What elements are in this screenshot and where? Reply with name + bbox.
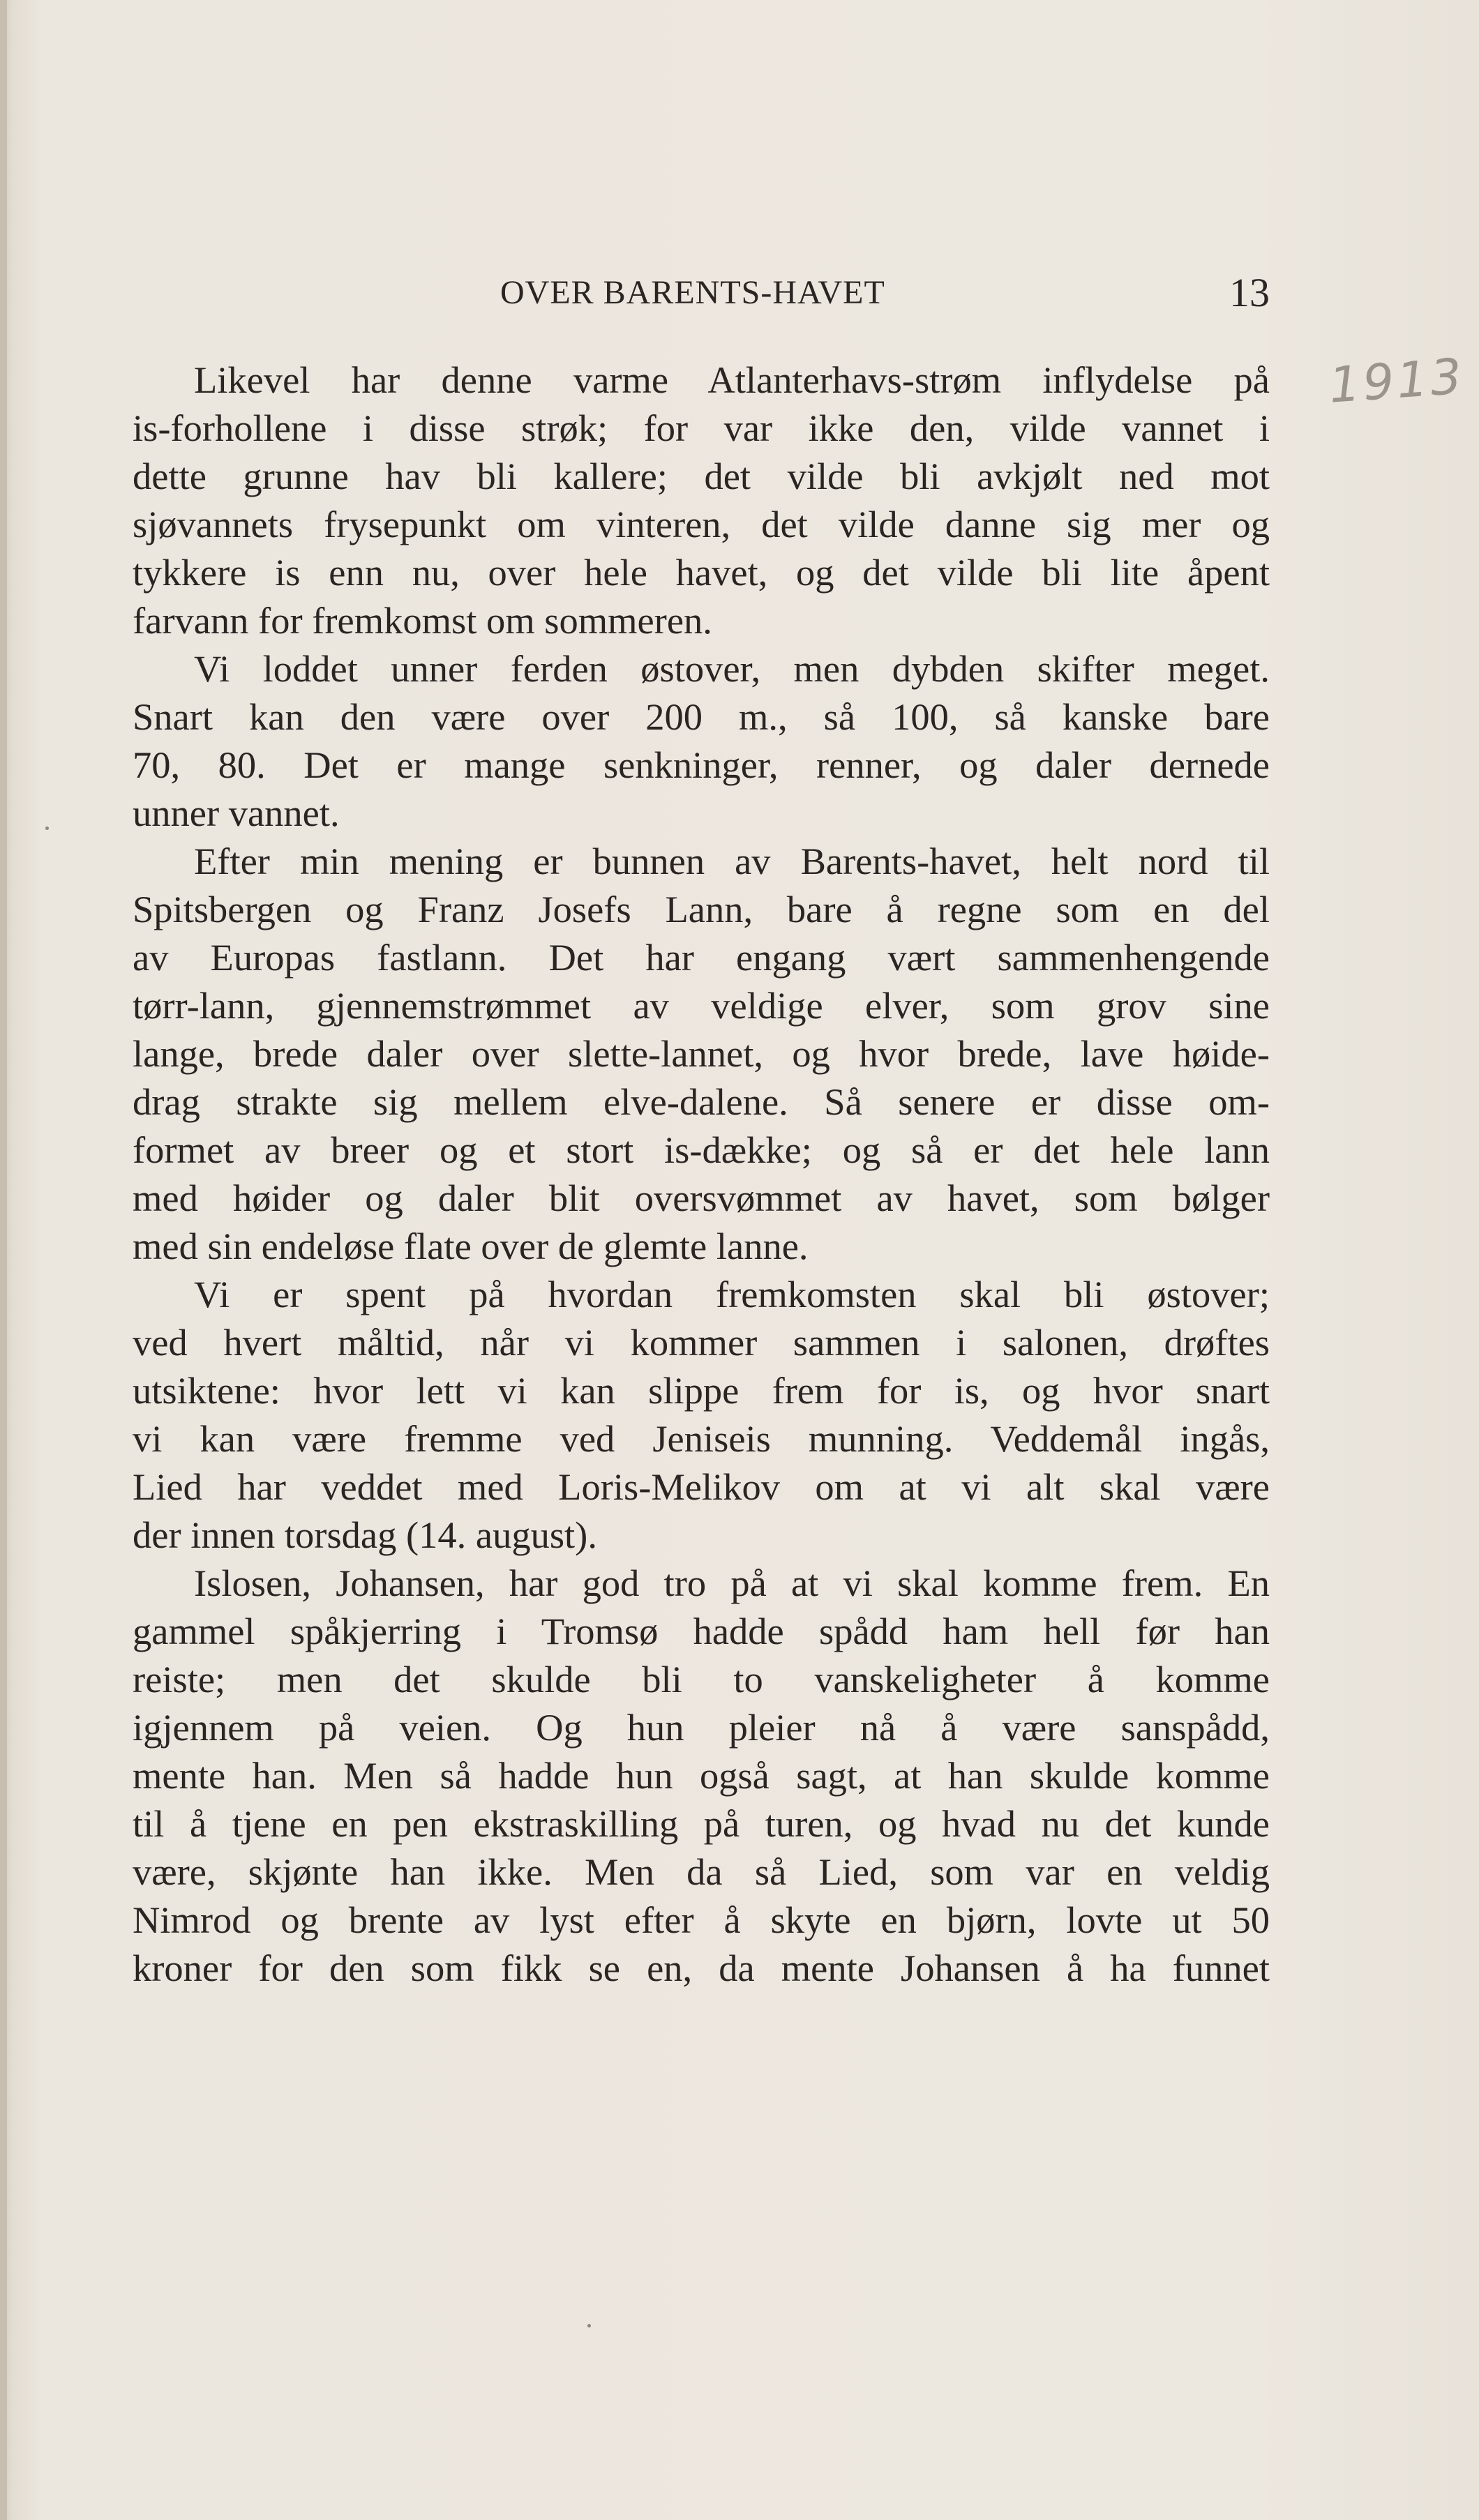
text-line: med høider og daler blit oversvømmet av havet, som bølger (133, 1177, 1270, 1219)
handwritten-margin-note: 1913 (1327, 347, 1466, 414)
page-binding-edge (0, 0, 7, 2520)
body-text (133, 356, 1270, 1992)
paper-speck (45, 827, 49, 830)
text-line: av Europas fastlann. Det har engang vært sammenhengende (133, 936, 1270, 979)
text-line: utsiktene: hvor lett vi kan slippe frem for is, og hvor snart (133, 1369, 1270, 1412)
text-line: tykkere is enn nu, over hele havet, og det vilde bli lite åpent (133, 551, 1270, 594)
text-line: reiste; men det skulde bli to vanskeligheter å komme (133, 1658, 1270, 1700)
running-head-title: OVER BARENTS-HAVET (500, 274, 885, 311)
text-line: formet av breer og et stort is-dække; og så er det hele lann (133, 1129, 1270, 1171)
text-line: til å tjene en pen ekstraskilling på turen, og hvad nu det kunde (133, 1802, 1270, 1845)
text-line: Nimrod og brente av lyst efter å skyte en bjørn, lovte ut 50 (133, 1899, 1270, 1941)
text-line: Efter min mening er bunnen av Barents-havet, helt nord til (194, 840, 1270, 882)
text-line: lange, brede daler over slette-lannet, og hvor brede, lave høide- (133, 1032, 1270, 1075)
text-line: tørr-lann, gjennemstrømmet av veldige elver, som grov sine (133, 984, 1270, 1027)
text-line: igjennem på veien. Og hun pleier nå å være sanspådd, (133, 1706, 1270, 1749)
text-line: farvann for fremkomst om sommeren. (133, 599, 712, 642)
text-line: Islosen, Johansen, har god tro på at vi skal komme frem. En (194, 1562, 1270, 1604)
text-line: med sin endeløse flate over de glemte lanne. (133, 1225, 809, 1267)
text-line: 70, 80. Det er mange senkninger, renner, og daler dernede (133, 744, 1270, 786)
text-line: gammel spåkjerring i Tromsø hadde spådd ham hell før han (133, 1610, 1270, 1652)
text-line: Vi loddet unner ferden østover, men dybden skifter meget. (194, 647, 1270, 690)
text-line: ved hvert måltid, når vi kommer sammen i salonen, drøftes (133, 1321, 1270, 1364)
text-line: dette grunne hav bli kallere; det vilde bli avkjølt ned mot (133, 455, 1270, 497)
page-number: 13 (1229, 270, 1270, 315)
text-line: Lied har veddet med Loris-Melikov om at vi alt skal være (133, 1465, 1270, 1508)
text-line: Likevel har denne varme Atlanterhavs-strøm inflydelse på (194, 359, 1270, 401)
text-line: vi kan være fremme ved Jeniseis munning. Veddemål ingås, (133, 1417, 1270, 1460)
text-line: være, skjønte han ikke. Men da så Lied, som var en veldig (133, 1850, 1270, 1893)
text-line: unner vannet. (133, 792, 340, 834)
text-line: is-forhollene i disse strøk; for var ikke den, vilde vannet i (133, 407, 1270, 449)
text-line: drag strakte sig mellem elve-dalene. Så senere er disse om- (133, 1080, 1270, 1123)
text-line: Vi er spent på hvordan fremkomsten skal bli østover; (194, 1273, 1270, 1315)
text-line: kroner for den som fikk se en, da mente Johansen å ha funnet (133, 1947, 1270, 1989)
text-line: mente han. Men så hadde hun også sagt, at han skulde komme (133, 1754, 1270, 1797)
running-head (195, 269, 1270, 317)
text-line: Spitsbergen og Franz Josefs Lann, bare å regne som en del (133, 888, 1270, 930)
text-line: sjøvannets frysepunkt om vinteren, det vilde danne sig mer og (133, 503, 1270, 545)
text-line: Snart kan den være over 200 m., så 100, så kanske bare (133, 695, 1270, 738)
paper-speck (587, 2324, 591, 2327)
text-line: der innen torsdag (14. august). (133, 1514, 597, 1556)
